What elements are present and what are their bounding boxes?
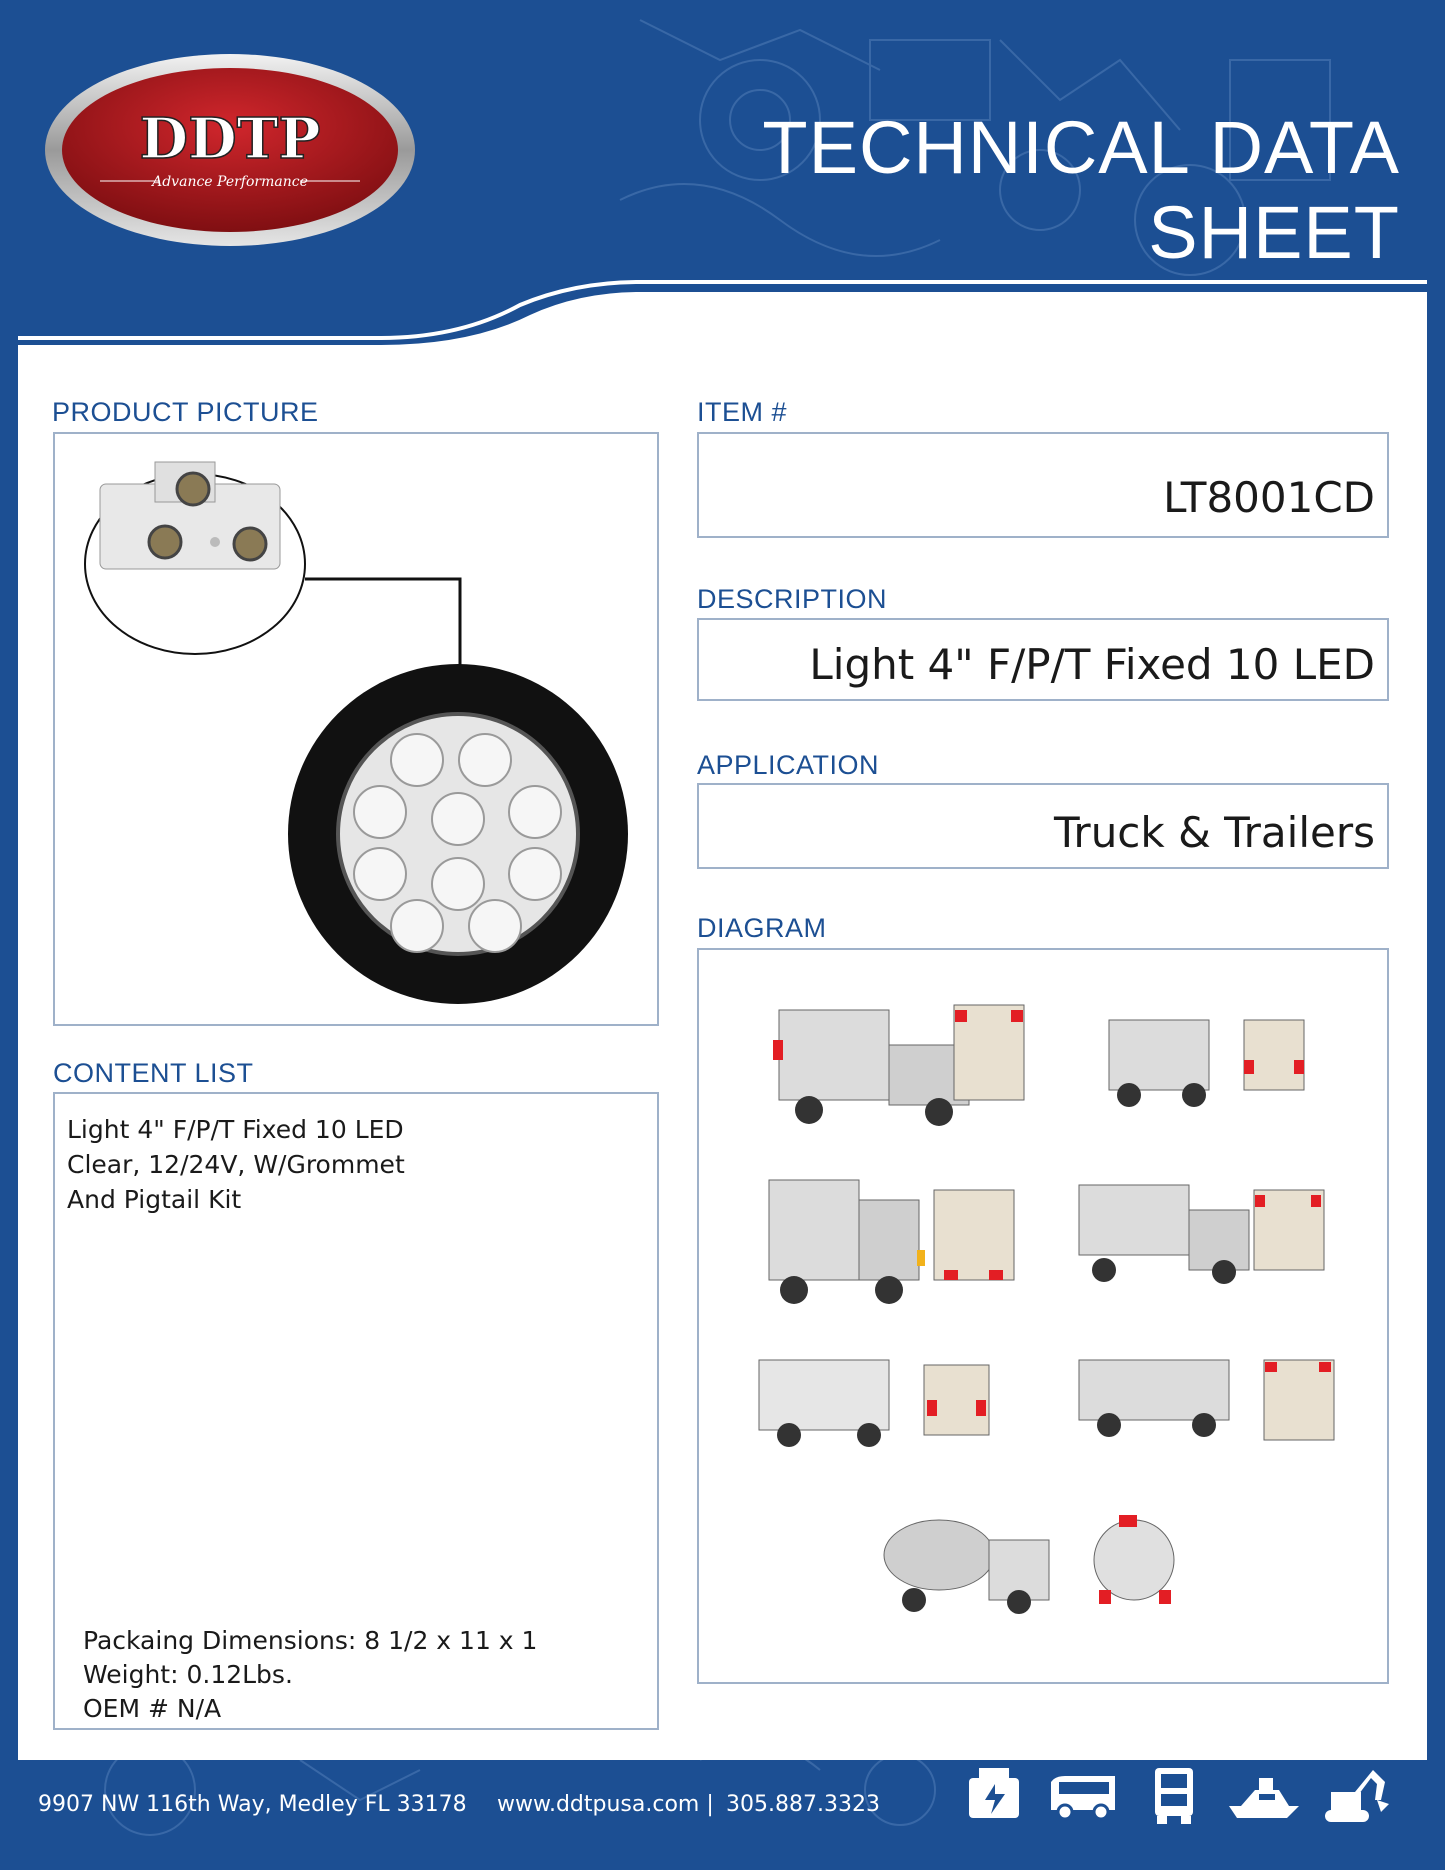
application-value: Truck & Trailers	[1053, 808, 1375, 857]
box-truck-figure	[773, 1005, 1024, 1126]
content-list-label: CONTENT LIST	[53, 1058, 254, 1088]
application-label: APPLICATION	[697, 750, 880, 780]
content-line: Clear, 12/24V, W/Grommet	[67, 1150, 405, 1179]
bus-icon	[1045, 1760, 1123, 1832]
diagram-box	[697, 948, 1389, 1684]
description-value: Light 4" F/P/T Fixed 10 LED	[809, 640, 1375, 689]
yacht-icon	[1225, 1760, 1303, 1832]
application-box	[697, 783, 1389, 869]
weight: Weight: 0.12Lbs.	[83, 1660, 293, 1689]
item-number-label: ITEM #	[697, 397, 788, 427]
bus-figure	[1079, 1360, 1334, 1440]
semi-tractor-figure	[769, 1180, 1014, 1304]
truck-icon	[1135, 1760, 1213, 1832]
generator-icon	[955, 1760, 1033, 1832]
description-label: DESCRIPTION	[697, 584, 888, 614]
content-line: And Pigtail Kit	[67, 1185, 242, 1214]
product-picture-box	[53, 432, 659, 1026]
oem-number: OEM # N/A	[83, 1694, 222, 1723]
product-image	[55, 434, 657, 1024]
motorhome-figure	[759, 1360, 989, 1447]
vehicle-lighting-diagram	[699, 950, 1387, 1682]
footer-phone[interactable]: 305.887.3323	[726, 1792, 880, 1817]
product-picture-label: PRODUCT PICTURE	[52, 397, 319, 427]
logo-tagline: Advance Performance	[152, 174, 308, 190]
description-box	[697, 618, 1389, 701]
dump-truck-figure	[1079, 1185, 1324, 1284]
page-title: TECHNICAL DATA SHEET	[762, 106, 1400, 274]
item-number-value: LT8001CD	[1163, 473, 1375, 522]
footer-website[interactable]: www.ddtpusa.com |	[497, 1792, 714, 1817]
packaging-info	[83, 1624, 537, 1726]
content-list-text	[67, 1112, 405, 1217]
mixer-truck-figure	[884, 1515, 1174, 1614]
ddtp-logo	[40, 50, 420, 250]
item-number-box	[697, 432, 1389, 538]
packaging-dimensions: Packaing Dimensions: 8 1/2 x 11 x 1	[83, 1626, 538, 1655]
van-figure	[1109, 1020, 1304, 1107]
excavator-icon	[1315, 1760, 1393, 1832]
logo-wordmark: DDTP	[139, 106, 321, 172]
content-list-box	[53, 1092, 659, 1730]
diagram-label: DIAGRAM	[697, 913, 827, 943]
footer-address: 9907 NW 116th Way, Medley FL 33178	[38, 1792, 467, 1817]
content-line: Light 4" F/P/T Fixed 10 LED	[67, 1115, 404, 1144]
